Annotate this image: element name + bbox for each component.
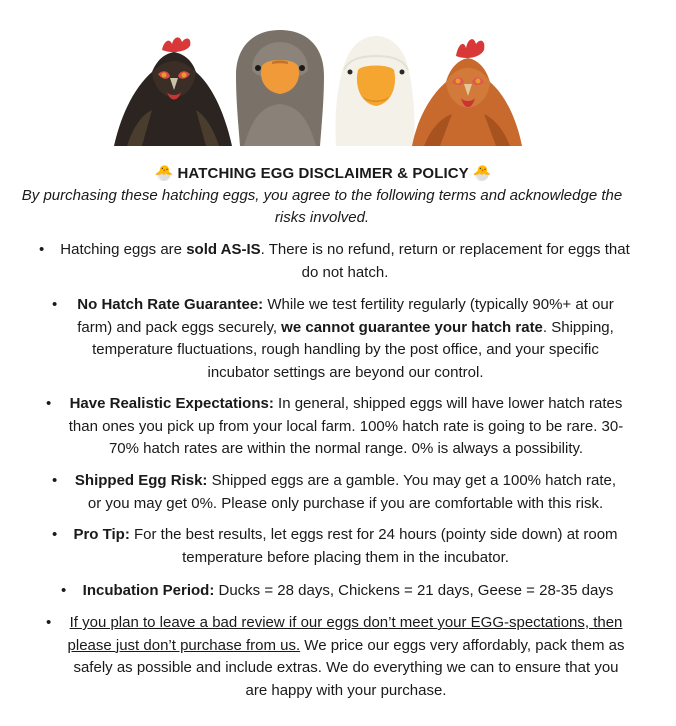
- policy-item-pro-tip: Pro Tip: For the best results, let eggs rest for 24 hours (pointy side down) at room temperature before placing them in the incubator.: [73, 526, 618, 566]
- policy-item-incubation-period: Incubation Period: Ducks = 28 days, Chickens = 21 days, Geese = 28-35 days: [82, 582, 614, 599]
- policy-item-sold-as-is: Hatching eggs are sold AS-IS. There is no refund, return or replacement for eggs that do not hatch.: [60, 241, 630, 281]
- policy-item-bad-review-notice: If you plan to leave a bad review if our eggs don’t meet your EGG-spectations, then please just don’t purchase from us. We price our eggs very affordably, pack them as safely as possible and include extras. We do everything we can to ensure that you are happy with your purchase.: [67, 614, 625, 699]
- hatching-chick-icon: 🐣: [154, 165, 174, 182]
- policy-item-realistic-expectations: Have Realistic Expectations: In general, shipped eggs will have lower hatch rates than ones you pick up from your local farm. 100% hatch rate is going to be rare. 30-70% hatch rates are within the normal range. 0% is always a possibility.: [68, 395, 624, 457]
- hatching-chick-icon: 🐣: [472, 165, 492, 182]
- bullet-marker: •: [61, 582, 67, 599]
- bullet-marker: •: [52, 526, 58, 543]
- title-text: HATCHING EGG DISCLAIMER & POLICY: [177, 165, 469, 182]
- bullet-marker: •: [39, 241, 45, 258]
- bullet-marker: •: [46, 614, 52, 631]
- bullet-marker: •: [46, 395, 52, 412]
- intro-text: By purchasing these hatching eggs, you agree to the following terms and acknowledge the risks involved.: [21, 187, 623, 226]
- policy-item-no-hatch-guarantee: No Hatch Rate Guarantee: While we test fertility regularly (typically 90%+ at our farm) and pack eggs securely, we cannot guarantee your hatch rate. Shipping, temperature fluctuations, rough handling by the post office, and your specific incubator settings are beyond our control.: [77, 296, 614, 381]
- bullet-marker: •: [52, 296, 58, 313]
- bullet-marker: •: [52, 472, 58, 489]
- policy-item-shipped-egg-risk: Shipped Egg Risk: Shipped eggs are a gamble. You may get a 100% hatch rate, or you may get 0%. Please only purchase if you are comfortable with this risk.: [74, 472, 617, 512]
